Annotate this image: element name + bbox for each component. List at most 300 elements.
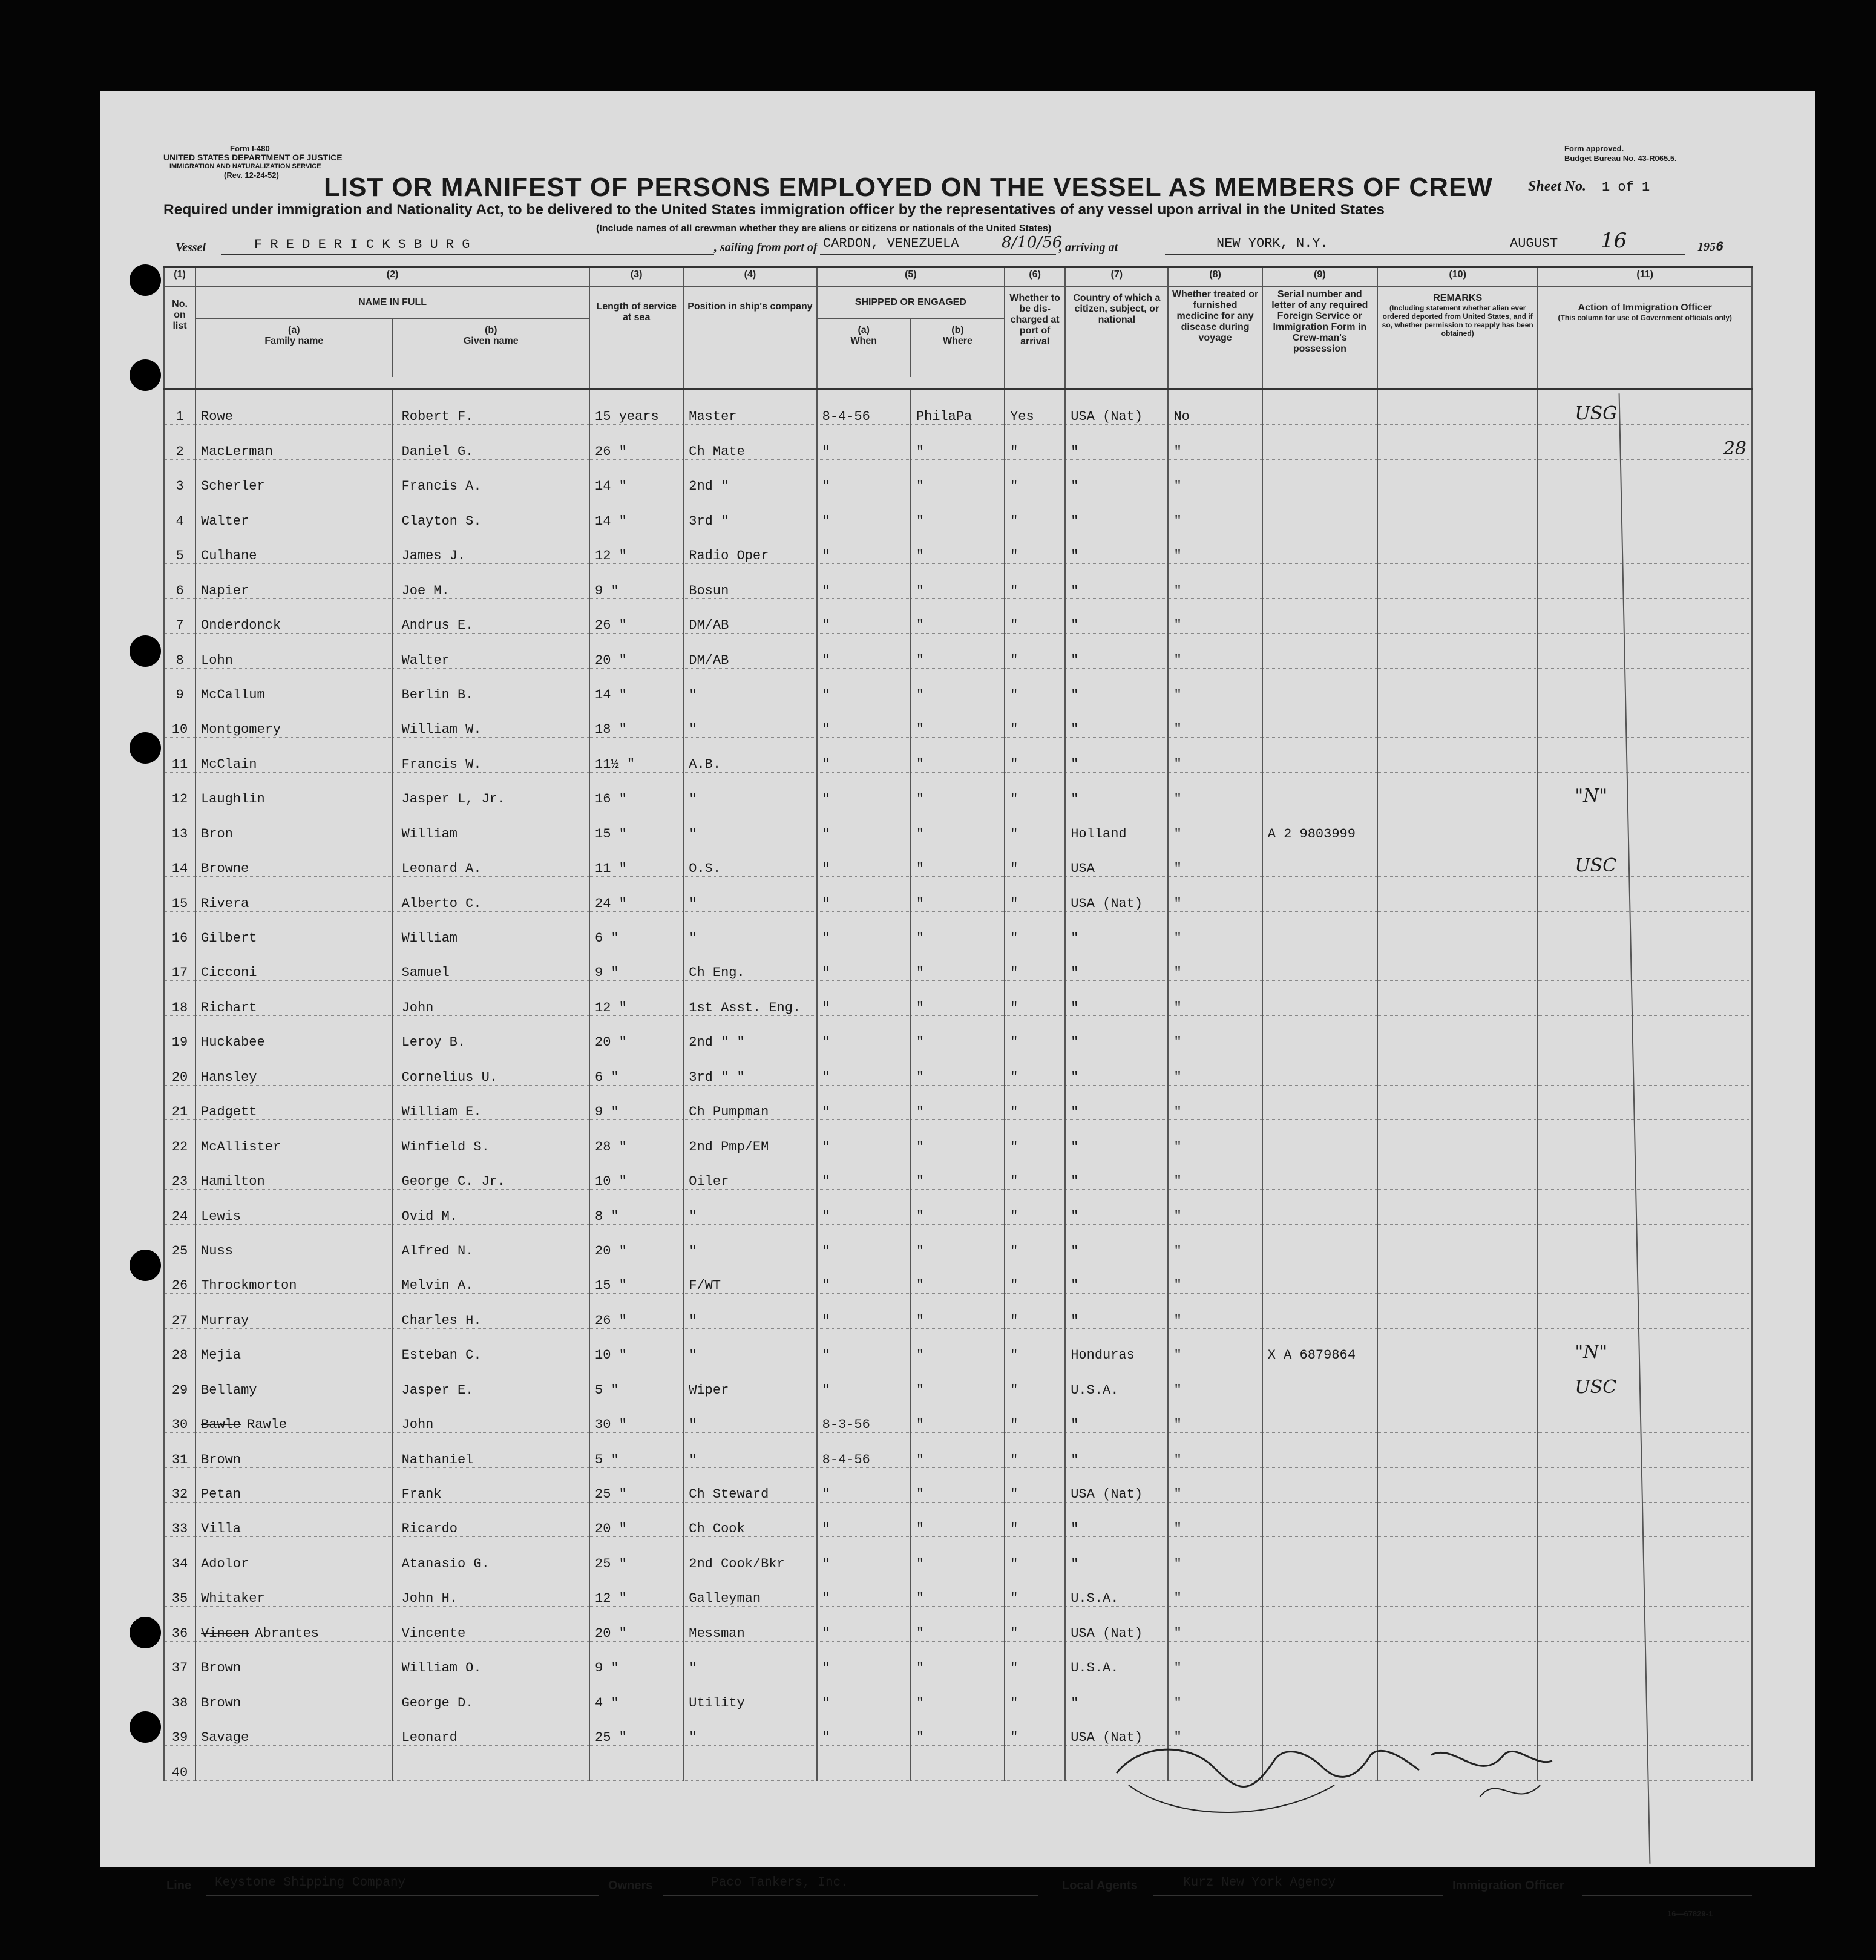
table-row [164,1641,1752,1676]
given-name-cell: Jasper E. [393,1363,589,1398]
position-cell: " [683,911,816,946]
length-of-service-cell: 14 " [589,494,683,529]
discharged-cell: " [1005,1155,1065,1189]
serial-number-cell: X A 6879864 [1262,1328,1377,1363]
given-name-label: Given name [463,336,519,346]
position-cell: " [683,1294,816,1328]
serial-number-cell [1262,1398,1377,1432]
agents-underline [1153,1895,1443,1896]
row-number-cell: 38 [164,1676,195,1711]
position-cell: Master [683,390,816,425]
family-name-cell [195,1607,392,1641]
shipped-when-cell: " [817,1224,911,1259]
position-cell: 2nd " [683,459,816,494]
table-row [164,1120,1752,1155]
immigration-action-cell [1538,598,1752,633]
table-row [164,1537,1752,1572]
family-name-cell: Bron [195,807,392,842]
country-cell: USA [1065,842,1168,876]
immigration-action-cell [1538,1190,1752,1224]
medicine-cell: " [1168,1607,1262,1641]
serial-number-cell [1262,1224,1377,1259]
given-name-cell: Cornelius U. [393,1050,589,1085]
shipped-when-cell: " [817,1676,911,1711]
length-of-service-cell: 16 " [589,772,683,807]
immigration-action-cell [1538,981,1752,1015]
shipped-where-cell: " [911,842,1005,876]
country-cell: " [1065,1503,1168,1537]
given-name-cell: Berlin B. [393,668,589,703]
row-number-cell: 6 [164,564,195,598]
remarks-cell [1377,1015,1538,1050]
family-name-header [196,319,393,377]
discharged-cell: " [1005,877,1065,911]
medicine-cell: " [1168,1676,1262,1711]
given-name-cell: Joe M. [393,564,589,598]
given-name-cell: Charles H. [393,1294,589,1328]
form-number: Form I-480 [230,144,270,153]
family-name-cell: Culhane [195,529,392,563]
shipped-when-cell: " [817,1572,911,1606]
remarks-cell [1377,1155,1538,1189]
shipped-where-cell: " [911,772,1005,807]
length-of-service-cell: 20 " [589,1607,683,1641]
family-name-cell: Browne [195,842,392,876]
given-name-cell: Esteban C. [393,1328,589,1363]
family-name-cell: McAllister [195,1120,392,1155]
row-number-cell: 3 [164,459,195,494]
family-name-text: Abrantes [255,1625,319,1641]
medicine-cell: " [1168,877,1262,911]
length-of-service-cell: 18 " [589,703,683,737]
immigration-action-cell [1538,1050,1752,1085]
length-of-service-cell: 10 " [589,1155,683,1189]
binder-hole [130,635,161,667]
length-of-service-cell: 26 " [589,425,683,459]
remarks-cell [1377,1190,1538,1224]
header-country: Country of which a citizen, subject, or national [1065,287,1168,390]
discharged-cell: " [1005,738,1065,772]
position-cell: F/WT [683,1259,816,1293]
shipped-where-cell: " [911,1259,1005,1293]
remarks-cell [1377,981,1538,1015]
given-name-cell: Francis A. [393,459,589,494]
table-row [164,981,1752,1015]
agents-label: Local Agents [1062,1879,1138,1892]
shipped-when-cell: " [817,1015,911,1050]
vessel-underline [221,254,714,255]
given-name-cell: Robert F. [393,390,589,425]
shipped-where-cell: " [911,598,1005,633]
serial-number-cell [1262,529,1377,563]
serial-number-cell [1262,1641,1377,1676]
discharged-cell [1005,1746,1065,1780]
family-name-cell: Laughlin [195,772,392,807]
serial-number-cell [1262,1190,1377,1224]
position-cell: " [683,1433,816,1467]
remarks-cell [1377,772,1538,807]
position-cell: DM/AB [683,598,816,633]
shipped-when-cell: " [817,634,911,668]
position-cell: " [683,1641,816,1676]
position-cell: " [683,1398,816,1432]
department-line: UNITED STATES DEPARTMENT OF JUSTICE [163,152,343,162]
row-number-cell: 23 [164,1155,195,1189]
family-name-cell: Mejia [195,1328,392,1363]
serial-number-cell [1262,1085,1377,1119]
line-label: Line [166,1879,192,1892]
shipped-where-cell [911,1746,1005,1780]
remarks-cell [1377,1398,1538,1432]
length-of-service-cell: 14 " [589,668,683,703]
country-cell: Holland [1065,807,1168,842]
shipped-where-cell: " [911,668,1005,703]
discharged-cell: " [1005,911,1065,946]
row-number-cell: 27 [164,1294,195,1328]
medicine-cell: " [1168,911,1262,946]
medicine-cell: " [1168,1259,1262,1293]
binder-hole [130,359,161,391]
immigration-action-cell [1538,703,1752,737]
table-row [164,946,1752,981]
col-num-4: (4) [683,267,816,287]
medicine-cell: " [1168,459,1262,494]
shipped-where-cell: " [911,1572,1005,1606]
immigration-action-cell [1538,564,1752,598]
remarks-cell [1377,668,1538,703]
length-of-service-cell: 5 " [589,1433,683,1467]
immigration-action-cell: USC [1538,842,1752,876]
table-row [164,390,1752,425]
approval-line: Form approved. [1564,144,1624,153]
row-number-cell: 17 [164,946,195,981]
remarks-cell [1377,1467,1538,1502]
medicine-cell: " [1168,1155,1262,1189]
row-number-cell: 8 [164,634,195,668]
country-cell: " [1065,1050,1168,1085]
discharged-cell: " [1005,1398,1065,1432]
discharged-cell: " [1005,668,1065,703]
immigration-action-cell: USG [1538,390,1752,425]
medicine-cell: " [1168,668,1262,703]
serial-number-cell [1262,1050,1377,1085]
sailing-date-handwritten: 8/10/56 [1002,234,1063,252]
serial-number-cell: A 2 9803999 [1262,807,1377,842]
arrival-month: AUGUST [1510,236,1558,251]
length-of-service-cell: 4 " [589,1676,683,1711]
when-label: When [850,336,877,346]
when-header [818,319,911,377]
family-name-cell: McCallum [195,668,392,703]
length-of-service-cell: 15 years [589,390,683,425]
discharged-cell: " [1005,598,1065,633]
medicine-cell: " [1168,1433,1262,1467]
position-cell: " [683,807,816,842]
family-name-cell: Petan [195,1467,392,1502]
discharged-cell: " [1005,1641,1065,1676]
country-cell: " [1065,1120,1168,1155]
sailing-port: CARDON, VENEZUELA [823,236,959,251]
officer-underline [1582,1895,1752,1896]
medicine-cell: " [1168,1120,1262,1155]
country-cell: " [1065,1085,1168,1119]
sheet-label: Sheet No. [1528,179,1586,194]
shipped-where-cell: " [911,946,1005,981]
serial-number-cell [1262,598,1377,633]
given-name-cell: Ricardo [393,1503,589,1537]
length-of-service-cell: 6 " [589,1050,683,1085]
position-cell: Utility [683,1676,816,1711]
arrival-year [1697,240,1723,255]
medicine-cell: " [1168,703,1262,737]
shipped-subheaders [818,319,1004,377]
given-name-header [393,319,589,377]
position-cell: 1st Asst. Eng. [683,981,816,1015]
family-name-cell: Brown [195,1433,392,1467]
serial-number-cell [1262,1120,1377,1155]
position-cell: 3rd " [683,494,816,529]
discharged-cell: " [1005,807,1065,842]
remarks-cell [1377,1050,1538,1085]
family-name-cell: Cicconi [195,946,392,981]
table-row [164,1190,1752,1224]
shipped-when-cell: " [817,1503,911,1537]
given-name-cell: Leonard A. [393,842,589,876]
row-number-cell: 40 [164,1746,195,1780]
family-name-cell: Hamilton [195,1155,392,1189]
immigration-action-cell [1538,1537,1752,1572]
col-num-9: (9) [1262,267,1377,287]
remarks-cell [1377,564,1538,598]
position-cell: " [683,1328,816,1363]
line-value: Keystone Shipping Company [215,1876,406,1890]
medicine-cell: " [1168,1085,1262,1119]
given-name-cell: Leroy B. [393,1015,589,1050]
row-number-cell: 31 [164,1433,195,1467]
include-note: (Include names of all crewman whether they are aliens or citizens or nationals of the United States) [596,223,1052,234]
where-header [911,319,1004,377]
remarks-cell [1377,877,1538,911]
immigration-action-cell [1538,668,1752,703]
country-cell: " [1065,911,1168,946]
family-name-cell: MacLerman [195,425,392,459]
length-of-service-cell: 5 " [589,1363,683,1398]
row-number-cell: 28 [164,1328,195,1363]
row-number-cell: 29 [164,1363,195,1398]
table-row [164,807,1752,842]
immigration-action-cell [1538,877,1752,911]
struck-family-name: Bawle [201,1417,241,1433]
discharged-cell: " [1005,1120,1065,1155]
shipped-when-cell: " [817,1120,911,1155]
table-row [164,529,1752,563]
family-name-letter: (a) [288,325,300,335]
family-name-cell: Lohn [195,634,392,668]
position-cell [683,1746,816,1780]
medicine-cell: " [1168,1641,1262,1676]
service-line: IMMIGRATION AND NATURALIZATION SERVICE [169,163,321,170]
shipped-when-cell: " [817,1085,911,1119]
family-name-cell: Murray [195,1294,392,1328]
serial-number-cell [1262,634,1377,668]
medicine-cell: " [1168,425,1262,459]
owners-label: Owners [608,1879,653,1892]
row-number-cell: 1 [164,390,195,425]
position-cell: " [683,703,816,737]
family-name-cell: Savage [195,1711,392,1745]
country-cell: USA (Nat) [1065,877,1168,911]
shipped-when-cell: " [817,1155,911,1189]
row-number-cell: 26 [164,1259,195,1293]
shipped-where-cell: " [911,1537,1005,1572]
length-of-service-cell: 8 " [589,1190,683,1224]
serial-number-cell [1262,564,1377,598]
shipped-where-cell: " [911,634,1005,668]
country-cell: " [1065,529,1168,563]
length-of-service-cell: 20 " [589,1224,683,1259]
line-underline [206,1895,599,1896]
shipped-where-cell: " [911,459,1005,494]
serial-number-cell [1262,425,1377,459]
medicine-cell: " [1168,1015,1262,1050]
length-of-service-cell: 28 " [589,1120,683,1155]
given-name-cell: Vincente [393,1607,589,1641]
immigration-action-cell [1538,634,1752,668]
medicine-cell: " [1168,1711,1262,1745]
country-cell: " [1065,772,1168,807]
immigration-action-cell [1538,1503,1752,1537]
col-num-3: (3) [589,267,683,287]
row-number-cell: 15 [164,877,195,911]
medicine-cell: " [1168,1363,1262,1398]
crew-rows [164,390,1752,1781]
remarks-cell [1377,1259,1538,1293]
shipped-where-cell: " [911,911,1005,946]
col-num-8: (8) [1168,267,1262,287]
where-label: Where [943,336,972,346]
shipped-when-cell: " [817,1259,911,1293]
arriving-port: NEW YORK, N.Y. [1216,236,1328,251]
country-cell: USA (Nat) [1065,1467,1168,1502]
family-name-cell: Hansley [195,1050,392,1085]
immigration-action-cell [1538,459,1752,494]
position-cell: " [683,772,816,807]
medicine-cell: " [1168,807,1262,842]
shipped-when-cell: " [817,946,911,981]
family-name-cell: Montgomery [195,703,392,737]
length-of-service-cell: 15 " [589,1259,683,1293]
serial-number-cell [1262,981,1377,1015]
table-row [164,634,1752,668]
master-signature [1092,1719,1564,1827]
remarks-cell [1377,1085,1538,1119]
immigration-action-cell [1538,1398,1752,1432]
crew-table [163,266,1753,1781]
medicine-cell: " [1168,1503,1262,1537]
given-name-cell: John [393,981,589,1015]
serial-number-cell [1262,494,1377,529]
shipped-where-cell: " [911,981,1005,1015]
row-number-cell: 4 [164,494,195,529]
serial-number-cell [1262,1503,1377,1537]
shipped-when-cell: " [817,668,911,703]
position-cell: Oiler [683,1155,816,1189]
remarks-cell [1377,598,1538,633]
shipped-where-cell: " [911,1676,1005,1711]
length-of-service-cell: 9 " [589,564,683,598]
row-number-cell: 5 [164,529,195,563]
header-no-on-list: No. on list [164,287,195,390]
length-of-service-cell: 12 " [589,1572,683,1606]
position-cell: Bosun [683,564,816,598]
given-name-cell [393,1746,589,1780]
discharged-cell: " [1005,1433,1065,1467]
given-name-cell: Clayton S. [393,494,589,529]
agents-value: Kurz New York Agency [1183,1876,1336,1890]
shipped-when-cell: 8-4-56 [817,1433,911,1467]
family-name-text: Rawle [247,1417,287,1433]
country-cell: " [1065,946,1168,981]
family-name-cell: Throckmorton [195,1259,392,1293]
shipped-when-cell: " [817,1328,911,1363]
country-cell: " [1065,1398,1168,1432]
table-row [164,1607,1752,1641]
given-name-cell: John [393,1398,589,1432]
revision-line: (Rev. 12-24-52) [224,171,279,180]
table-row [164,1433,1752,1467]
medicine-cell: " [1168,634,1262,668]
shipped-when-cell: " [817,807,911,842]
country-cell: " [1065,738,1168,772]
table-row [164,738,1752,772]
immigration-action-cell: "N" [1538,772,1752,807]
given-name-cell: Winfield S. [393,1120,589,1155]
family-name-cell: Adolor [195,1537,392,1572]
position-cell: " [683,1190,816,1224]
country-cell: " [1065,598,1168,633]
table-row [164,1467,1752,1502]
family-name-cell: Scherler [195,459,392,494]
length-of-service-cell: 14 " [589,459,683,494]
medicine-cell: " [1168,494,1262,529]
serial-number-cell [1262,1259,1377,1293]
family-name-cell: Rivera [195,877,392,911]
col-num-10: (10) [1377,267,1538,287]
given-name-letter: (b) [485,325,497,335]
shipped-when-cell: " [817,1711,911,1745]
country-cell: " [1065,1015,1168,1050]
shipped-when-cell: " [817,1363,911,1398]
length-of-service-cell: 10 " [589,1328,683,1363]
header-position: Position in ship's company [683,287,816,390]
position-cell: 2nd Cook/Bkr [683,1537,816,1572]
position-cell: " [683,1224,816,1259]
given-name-cell: Samuel [393,946,589,981]
shipped-when-cell: " [817,772,911,807]
position-cell: " [683,668,816,703]
shipped-where-cell: " [911,529,1005,563]
shipped-where-cell: " [911,1015,1005,1050]
table-row [164,842,1752,876]
col-num-1: (1) [164,267,195,287]
binder-hole [130,1711,161,1743]
discharged-cell: " [1005,1085,1065,1119]
shipped-when-cell: " [817,842,911,876]
shipped-where-cell: " [911,1363,1005,1398]
shipped-when-cell: " [817,1050,911,1085]
sheet-number [1528,179,1662,195]
position-cell: " [683,1711,816,1745]
